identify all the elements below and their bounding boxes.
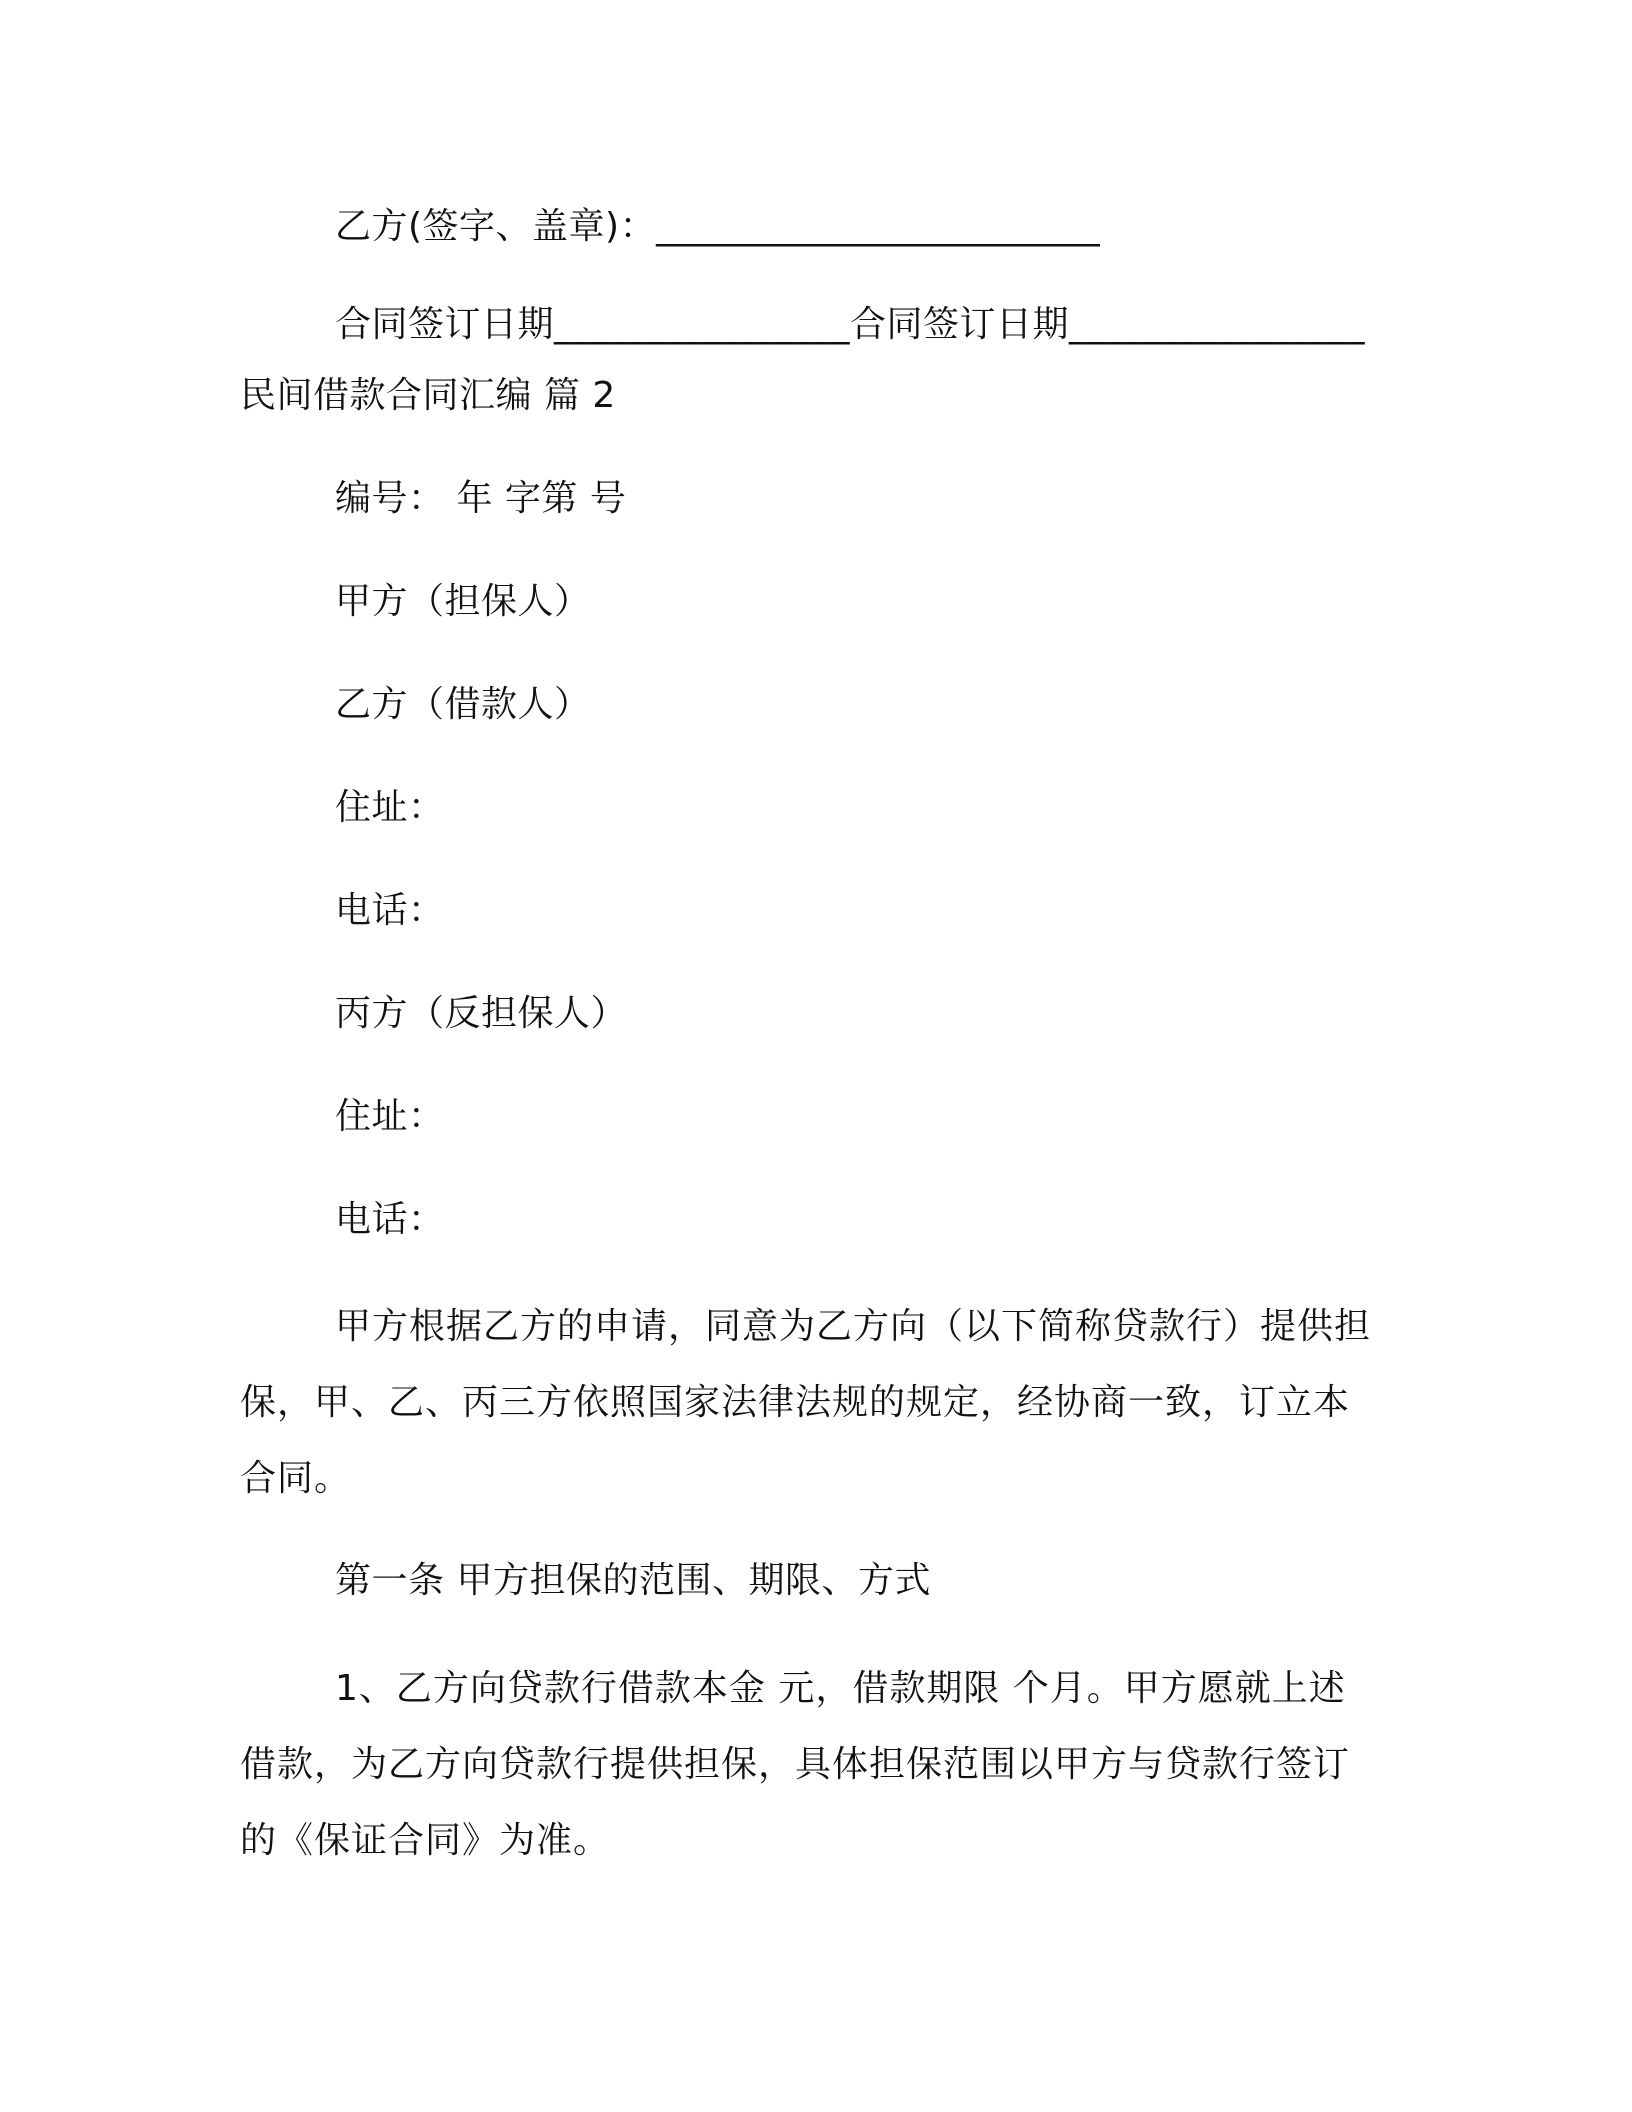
intro-paragraph: 甲方根据乙方的申请，同意为乙方向（以下简称贷款行）提供担保，甲、乙、丙三方依照国家法律法规的规定，经协商一致，订立本合同。 (240, 1306, 1372, 1499)
contract-number-line: 编号： 年 字第 号 (335, 478, 627, 519)
phone-label-2: 电话： (335, 1199, 445, 1240)
address-label-2: 住址： (335, 1096, 445, 1137)
party-b-signature-line: 乙方(签字、盖章)：________________________ (335, 206, 1101, 247)
phone-label-1: 电话： (335, 890, 445, 931)
address-label-1: 住址： (335, 787, 445, 828)
contract-sign-date-line: 合同签订日期________________合同签订日期________________ (335, 304, 1366, 345)
section-title: 民间借款合同汇编 篇 2 (240, 375, 616, 416)
party-b-label: 乙方（借款人） (335, 684, 591, 725)
article-1-title: 第一条 甲方担保的范围、期限、方式 (335, 1560, 931, 1601)
party-a-label: 甲方（担保人） (335, 581, 591, 622)
party-c-label: 丙方（反担保人） (335, 993, 628, 1034)
article-1-item-1: 1、乙方向贷款行借款本金 元，借款期限 个月。甲方愿就上述借款，为乙方向贷款行提供担保，具体担保范围以甲方与贷款行签订的《保证合同》为准。 (240, 1668, 1351, 1861)
